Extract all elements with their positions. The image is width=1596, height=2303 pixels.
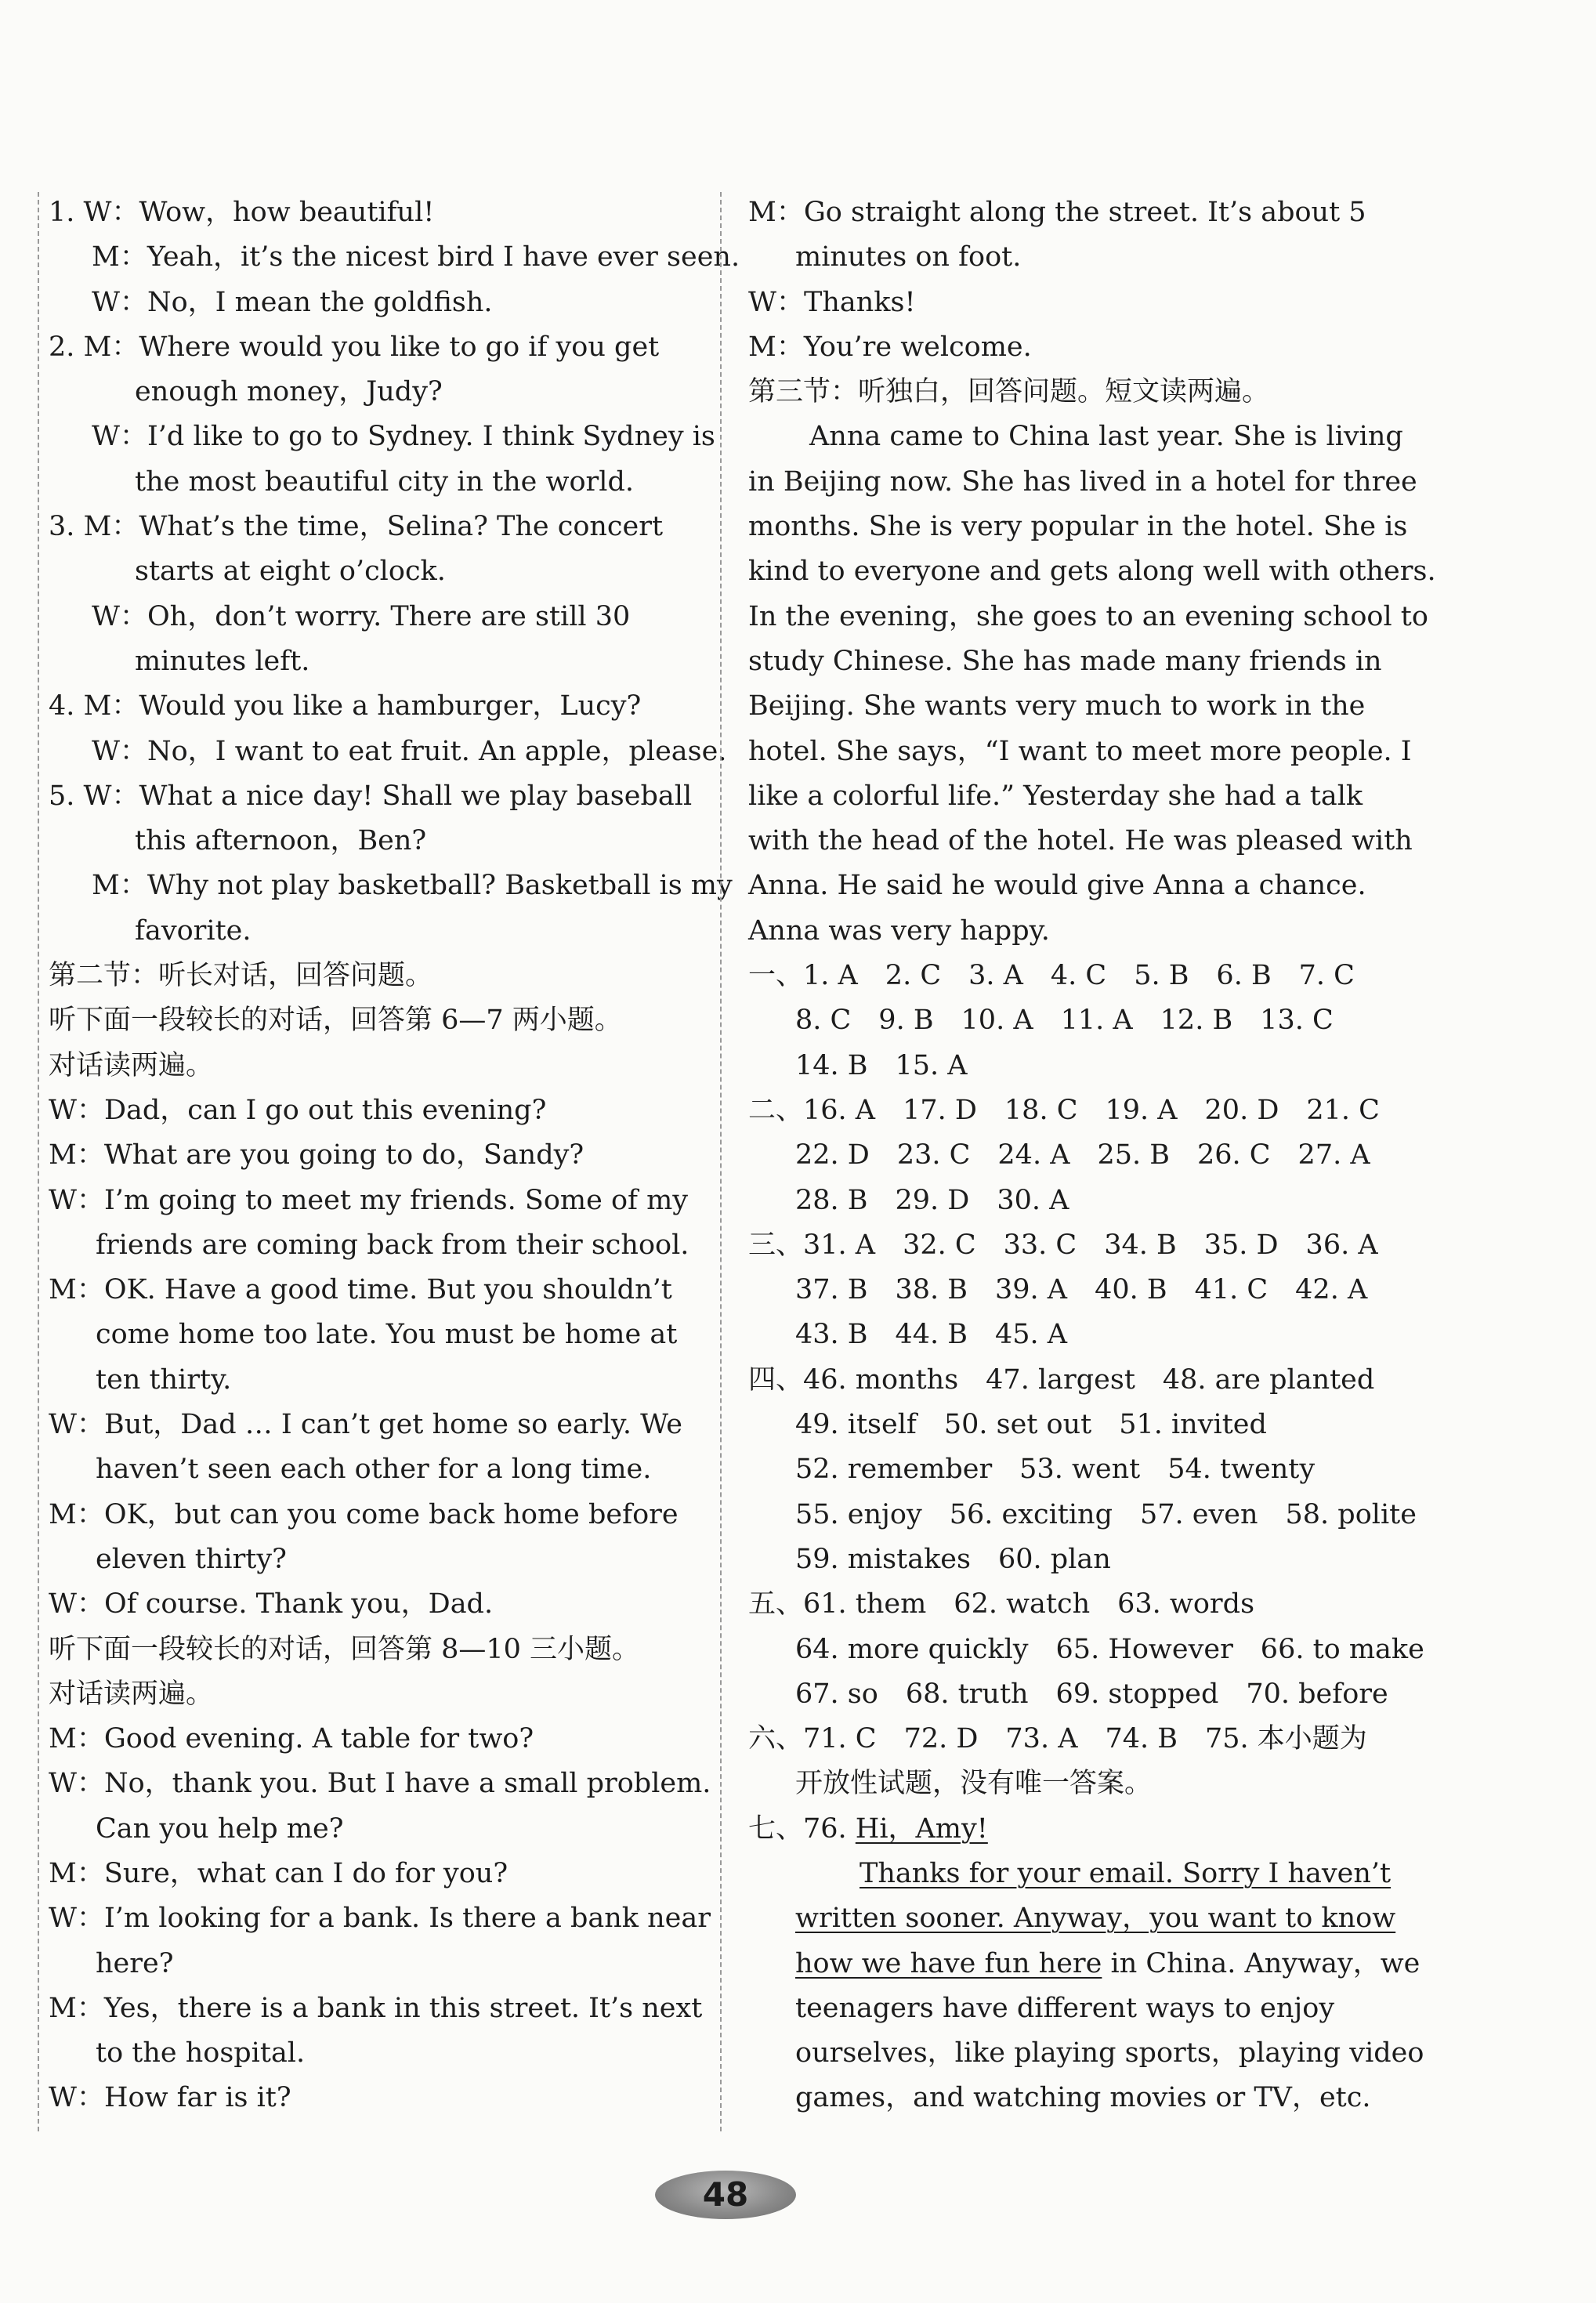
text-line: 2. M：Where would you like to go if you get (49, 331, 660, 363)
text-line: 3. M：What’s the time，Selina? The concert (49, 511, 664, 543)
essay-block (748, 1807, 1424, 2121)
text-line: 第三节：听独白，回答问题。短文读两遍。 (748, 376, 1270, 408)
text-line: 59. mistakes 60. plan (795, 1543, 1111, 1575)
text-line: W：No，thank you. But I have a small problem. (49, 1768, 711, 1800)
essay-line: teenagers have different ways to enjoy (795, 1992, 1335, 2024)
text-line: 8. C 9. B 10. A 11. A 12. B 13. C (795, 1005, 1334, 1037)
left-margin-rule (38, 192, 39, 2131)
text-line: 22. D 23. C 24. A 25. B 26. C 27. A (795, 1139, 1370, 1171)
text-line: 52. remember 53. went 54. twenty (795, 1454, 1316, 1486)
essay-underlined-text: written sooner. Anyway，you want to know (795, 1903, 1396, 1935)
text-line: favorite. (135, 914, 252, 947)
text-line: M：Yes，there is a bank in this street. It’s next (49, 1992, 703, 2024)
text-line: enough money，Judy? (135, 376, 443, 408)
text-line: Can you help me? (96, 1812, 344, 1845)
text-line: minutes on foot. (795, 241, 1022, 273)
text-line: 对话读两遍。 (49, 1678, 214, 1710)
text-line: M：Go straight along the street. It’s about 5 (748, 197, 1366, 228)
text-line: with the head of the hotel. He was pleased with (748, 825, 1413, 857)
right-lines (748, 190, 1436, 1807)
text-line: W：No，I mean the goldfish. (92, 286, 493, 318)
text-line: 43. B 44. B 45. A (795, 1319, 1068, 1351)
text-line: W：Oh，don’t worry. There are still 30 (92, 600, 631, 632)
text-line: study Chinese. She has made many friends in (748, 645, 1382, 677)
text-line: 64. more quickly 65. However 66. to make (795, 1633, 1424, 1665)
text-line: 第二节：听长对话，回答问题。 (49, 960, 433, 992)
text-line: 开放性试题，没有唯一答案。 (795, 1768, 1153, 1800)
text-line: M：Why not play basketball? Basketball is my (92, 870, 733, 902)
text-line: ten thirty. (96, 1363, 232, 1396)
text-line: 二、16. A 17. D 18. C 19. A 20. D 21. C (748, 1094, 1380, 1126)
text-line: starts at eight o’clock. (135, 556, 446, 588)
text-line: Anna came to China last year. She is living (809, 421, 1403, 453)
text-line: hotel. She says，“I want to meet more people. I (748, 735, 1412, 767)
text-line: W：I’d like to go to Sydney. I think Sydney is (92, 421, 715, 453)
text-line: 28. B 29. D 30. A (795, 1184, 1069, 1216)
text-line: M：You’re welcome. (748, 331, 1032, 363)
text-line: haven’t seen each other for a long time. (96, 1454, 652, 1486)
left-column (49, 190, 740, 2121)
text-line: 六、71. C 72. D 73. A 74. B 75. 本小题为 (748, 1723, 1367, 1755)
text-line: W：I’m looking for a bank. Is there a bank near (49, 1903, 711, 1935)
text-line: M：OK. Have a good time. But you shouldn’t (49, 1274, 672, 1306)
text-line: 听下面一段较长的对话，回答第 8—10 三小题。 (49, 1633, 640, 1665)
text-line: Anna. He said he would give Anna a chance. (748, 870, 1366, 902)
text-line: 49. itself 50. set out 51. invited (795, 1409, 1267, 1441)
text-line: 55. enjoy 56. exciting 57. even 58. polite (795, 1498, 1417, 1530)
essay-line: games，and watching movies or TV，etc. (795, 2082, 1371, 2114)
essay-label: 七、76. (748, 1812, 856, 1845)
column-divider (720, 192, 722, 2131)
text-line: W：But，Dad … I can’t get home so early. We (49, 1409, 682, 1441)
text-line: 听下面一段较长的对话，回答第 6—7 两小题。 (49, 1005, 622, 1037)
text-line: eleven thirty? (96, 1543, 287, 1575)
text-line: in Beijing now. She has lived in a hotel for three (748, 465, 1417, 498)
essay-header-line (748, 1807, 1392, 1852)
text-line: W：I’m going to meet my friends. Some of my (49, 1184, 689, 1216)
text-line: kind to everyone and gets along well with others. (748, 556, 1436, 588)
text-line: 五、61. them 62. watch 63. words (748, 1588, 1255, 1620)
text-line: M：What are you going to do，Sandy? (49, 1139, 584, 1171)
text-line: 5. W：What a nice day! Shall we play baseball (49, 780, 693, 812)
text-line: 1. W：Wow，how beautiful! (49, 197, 435, 228)
text-line: W：How far is it? (49, 2082, 291, 2114)
text-line: like a colorful life.” Yesterday she had a talk (748, 780, 1363, 812)
essay-underlined-text: Thanks for your email. Sorry I haven’t (860, 1857, 1392, 1889)
text-line: 四、46. months 47. largest 48. are planted (748, 1363, 1375, 1396)
text-line: 37. B 38. B 39. A 40. B 41. C 42. A (795, 1274, 1368, 1306)
text-line: M：Yeah，it’s the nicest bird I have ever seen. (92, 241, 740, 273)
text-line: 4. M：Would you like a hamburger，Lucy? (49, 690, 642, 722)
essay-line (748, 1852, 1392, 1896)
text-line: W：No，I want to eat fruit. An apple，please. (92, 735, 727, 767)
text-line: the most beautiful city in the world. (135, 465, 635, 498)
text-line: here? (96, 1947, 174, 1979)
text-line: W：Of course. Thank you，Dad. (49, 1588, 494, 1620)
essay-line (748, 1942, 1420, 1986)
text-line: minutes left. (135, 645, 310, 677)
essay-underlined-text: how we have fun here (795, 1947, 1102, 1979)
text-line: M：Sure，what can I do for you? (49, 1857, 508, 1889)
text-line: to the hospital. (96, 2037, 306, 2069)
text-line: M：Good evening. A table for two? (49, 1723, 534, 1755)
text-line: 对话读两遍。 (49, 1049, 214, 1081)
essay-greeting: Hi，Amy! (855, 1812, 988, 1845)
text-line: W：Thanks! (748, 286, 916, 318)
essay-text: in China. Anyway，we (1102, 1947, 1420, 1979)
text-line: come home too late. You must be home at (96, 1319, 678, 1351)
text-line: In the evening，she goes to an evening school to (748, 600, 1428, 632)
text-line: Anna was very happy. (748, 914, 1050, 947)
text-line: Beijing. She wants very much to work in the (748, 690, 1366, 722)
essay-line (748, 1896, 1396, 1941)
text-line: friends are coming back from their school. (96, 1229, 689, 1261)
text-line: M：OK，but can you come back home before (49, 1498, 679, 1530)
text-line: 三、31. A 32. C 33. C 34. B 35. D 36. A (748, 1229, 1378, 1261)
text-line: 67. so 68. truth 69. stopped 70. before (795, 1678, 1388, 1710)
essay-line: ourselves，like playing sports，playing video (795, 2037, 1424, 2069)
text-line: this afternoon，Ben? (135, 825, 427, 857)
text-line: months. She is very popular in the hotel. She is (748, 511, 1408, 543)
text-line: 14. B 15. A (795, 1049, 968, 1081)
text-line: W：Dad，can I go out this evening? (49, 1094, 547, 1126)
text-line: 一、1. A 2. C 3. A 4. C 5. B 6. B 7. C (748, 960, 1355, 992)
page-number: 48 (655, 2171, 796, 2219)
right-column (748, 190, 1436, 2121)
